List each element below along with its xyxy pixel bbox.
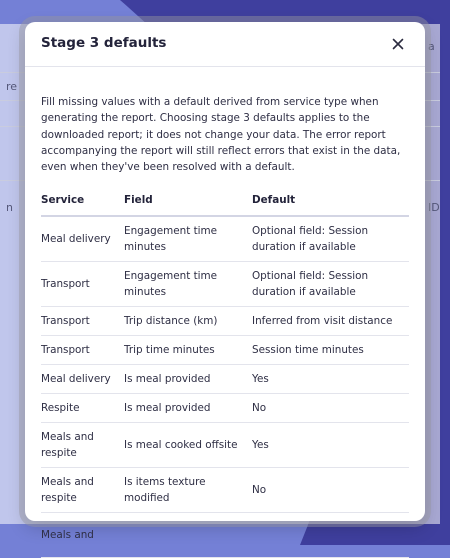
cell-field: [124, 513, 252, 558]
table-row: [41, 216, 409, 262]
cell-service: Meal delivery: [41, 365, 124, 394]
cell-default: Yes: [252, 423, 409, 468]
cell-field: Trip time minutes: [124, 336, 252, 365]
table-row: [41, 468, 409, 513]
cell-default: No: [252, 394, 409, 423]
cell-field: Is meal cooked offsite: [124, 423, 252, 468]
dialog-header: [25, 22, 425, 67]
cell-default: Optional field: Session duration if available: [252, 262, 409, 307]
underlying-label: a: [428, 40, 435, 53]
table-row: [41, 394, 409, 423]
table-row: [41, 423, 409, 468]
dialog-description: Fill missing values with a default derived from service type when generating the report. Choosing stage 3 defaults applies to the downloaded report; it does not change your data. The error report accompanying the report will still reflect errors that exist in the data, even when they've been resolved with a default.: [41, 96, 401, 174]
cell-field: Is meal provided: [124, 394, 252, 423]
table-row: [41, 513, 409, 558]
underlying-label: ID: [428, 201, 440, 214]
cell-service: Meals and: [41, 513, 124, 558]
underlying-label: n: [6, 201, 13, 214]
column-header-service: Service: [41, 189, 124, 216]
cell-default: Inferred from visit distance: [252, 307, 409, 336]
close-icon: [392, 38, 404, 50]
cell-service: Transport: [41, 307, 124, 336]
cell-default: Optional field: Session duration if available: [252, 216, 409, 262]
dialog-body: [41, 94, 409, 558]
defaults-table: [41, 189, 409, 558]
cell-default: [252, 513, 409, 558]
cell-default: Session time minutes: [252, 336, 409, 365]
cell-service: Meals and respite: [41, 423, 124, 468]
table-row: [41, 307, 409, 336]
table-header-row: [41, 189, 409, 216]
column-header-default: Default: [252, 189, 409, 216]
column-header-field: Field: [124, 189, 252, 216]
cell-service: Respite: [41, 394, 124, 423]
cell-default: Yes: [252, 365, 409, 394]
cell-service: Meal delivery: [41, 216, 124, 262]
underlying-label: re: [6, 80, 18, 93]
cell-field: Is items texture modified: [124, 468, 252, 513]
table-row: [41, 365, 409, 394]
cell-service: Transport: [41, 336, 124, 365]
cell-service: Meals and respite: [41, 468, 124, 513]
cell-field: Is meal provided: [124, 365, 252, 394]
cell-field: Trip distance (km): [124, 307, 252, 336]
stage-3-defaults-dialog: [25, 22, 425, 542]
table-row: [41, 262, 409, 307]
cell-service: Transport: [41, 262, 124, 307]
cell-field: Engagement time minutes: [124, 216, 252, 262]
table-row: [41, 336, 409, 365]
cell-field: Engagement time minutes: [124, 262, 252, 307]
cell-default: No: [252, 468, 409, 513]
close-button[interactable]: [387, 33, 409, 55]
dialog-title: Stage 3 defaults: [41, 35, 167, 51]
